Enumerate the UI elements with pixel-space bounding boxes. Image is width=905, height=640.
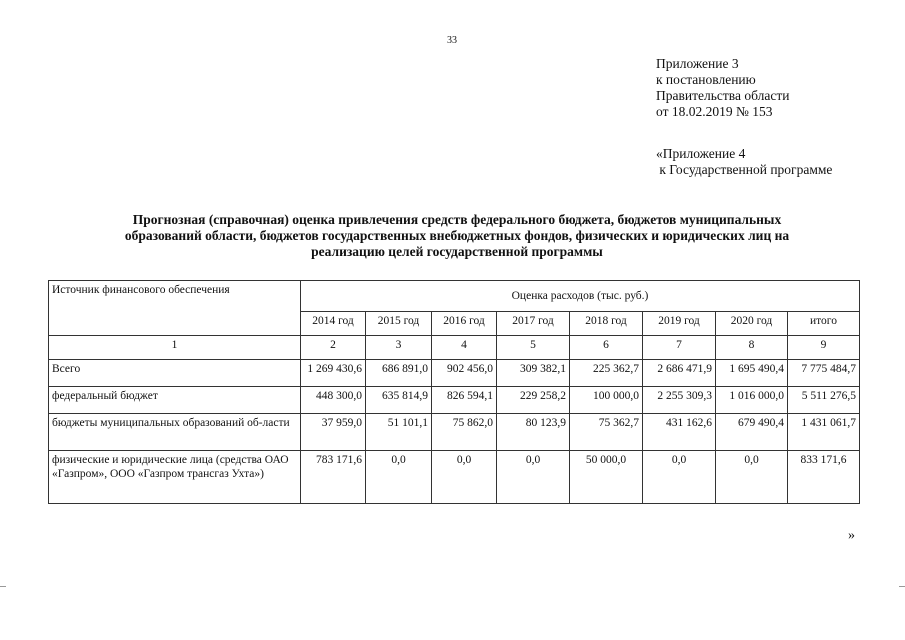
appendix-header-line: к постановлению: [656, 72, 756, 87]
value-cell: 679 490,4: [716, 414, 788, 451]
year-header: 2019 год: [643, 312, 716, 336]
column-number: 4: [432, 336, 497, 360]
value-cell: 75 362,7: [570, 414, 643, 451]
year-header: 2014 год: [301, 312, 366, 336]
value-cell: 635 814,9: [366, 387, 432, 414]
value-cell: 80 123,9: [497, 414, 570, 451]
value-cell: 902 456,0: [432, 360, 497, 387]
value-cell: 448 300,0: [301, 387, 366, 414]
column-number-row: [49, 336, 860, 360]
scan-margin-mark: [0, 586, 6, 587]
value-cell: 686 891,0: [366, 360, 432, 387]
scan-margin-mark: [899, 586, 905, 587]
table-row: [49, 414, 860, 451]
title-line: реализацию целей государственной программы: [311, 244, 603, 259]
value-cell: 1 431 061,7: [788, 414, 860, 451]
value-cell: 2 686 471,9: [643, 360, 716, 387]
value-cell: 50 000,0: [570, 451, 643, 504]
source-header: Источник финансового обеспечения: [49, 281, 301, 336]
column-number: 5: [497, 336, 570, 360]
appendix-header-line: Приложение 3: [656, 56, 739, 71]
value-cell: 7 775 484,7: [788, 360, 860, 387]
value-cell: 0,0: [366, 451, 432, 504]
appendix-quoted: [656, 146, 832, 178]
title-line: Прогнозная (справочная) оценка привлечения средств федерального бюджета, бюджетов муниципальных: [132, 212, 782, 227]
title-line: образований области, бюджетов государственных внебюджетных фондов, физических и юридических лиц на: [124, 228, 790, 243]
column-number: 3: [366, 336, 432, 360]
table-row: [49, 360, 860, 387]
value-cell: 431 162,6: [643, 414, 716, 451]
row-label: Всего: [49, 360, 301, 387]
document-title: [70, 212, 844, 260]
value-cell: 75 862,0: [432, 414, 497, 451]
value-cell: 1 695 490,4: [716, 360, 788, 387]
table-row: [49, 387, 860, 414]
column-number: 9: [788, 336, 860, 360]
appendix-quoted-line: к Государственной программе: [656, 162, 833, 177]
value-cell: 0,0: [643, 451, 716, 504]
value-cell: 783 171,6: [301, 451, 366, 504]
year-header: 2017 год: [497, 312, 570, 336]
row-label: физические и юридические лица (средства ОАО «Газпром», ООО «Газпром трансгаз Ухта»): [49, 451, 301, 504]
value-cell: 0,0: [497, 451, 570, 504]
year-header: итого: [788, 312, 860, 336]
column-number: 1: [49, 336, 301, 360]
closing-quote: »: [848, 528, 855, 543]
value-cell: 37 959,0: [301, 414, 366, 451]
column-number: 7: [643, 336, 716, 360]
row-label: бюджеты муниципальных образований об-ласти: [49, 414, 301, 451]
funding-table: [48, 280, 860, 504]
value-cell: 100 000,0: [570, 387, 643, 414]
value-cell: 833 171,6: [788, 451, 860, 504]
value-cell: 51 101,1: [366, 414, 432, 451]
row-label: федеральный бюджет: [49, 387, 301, 414]
value-cell: 309 382,1: [497, 360, 570, 387]
table-row: [49, 451, 860, 504]
column-number: 6: [570, 336, 643, 360]
value-cell: 225 362,7: [570, 360, 643, 387]
column-number: 2: [301, 336, 366, 360]
year-header: 2016 год: [432, 312, 497, 336]
estimate-header: Оценка расходов (тыс. руб.): [301, 281, 860, 312]
value-cell: 1 269 430,6: [301, 360, 366, 387]
value-cell: 0,0: [716, 451, 788, 504]
year-header: 2020 год: [716, 312, 788, 336]
appendix-quoted-line: «Приложение 4: [656, 146, 746, 161]
appendix-header-line: Правительства области: [656, 88, 790, 103]
value-cell: 1 016 000,0: [716, 387, 788, 414]
value-cell: 826 594,1: [432, 387, 497, 414]
appendix-header: [656, 56, 789, 120]
year-header: 2015 год: [366, 312, 432, 336]
year-header: 2018 год: [570, 312, 643, 336]
page-number: 33: [447, 35, 457, 46]
value-cell: 2 255 309,3: [643, 387, 716, 414]
value-cell: 5 511 276,5: [788, 387, 860, 414]
appendix-header-line: от 18.02.2019 № 153: [656, 104, 773, 119]
column-number: 8: [716, 336, 788, 360]
value-cell: 0,0: [432, 451, 497, 504]
value-cell: 229 258,2: [497, 387, 570, 414]
